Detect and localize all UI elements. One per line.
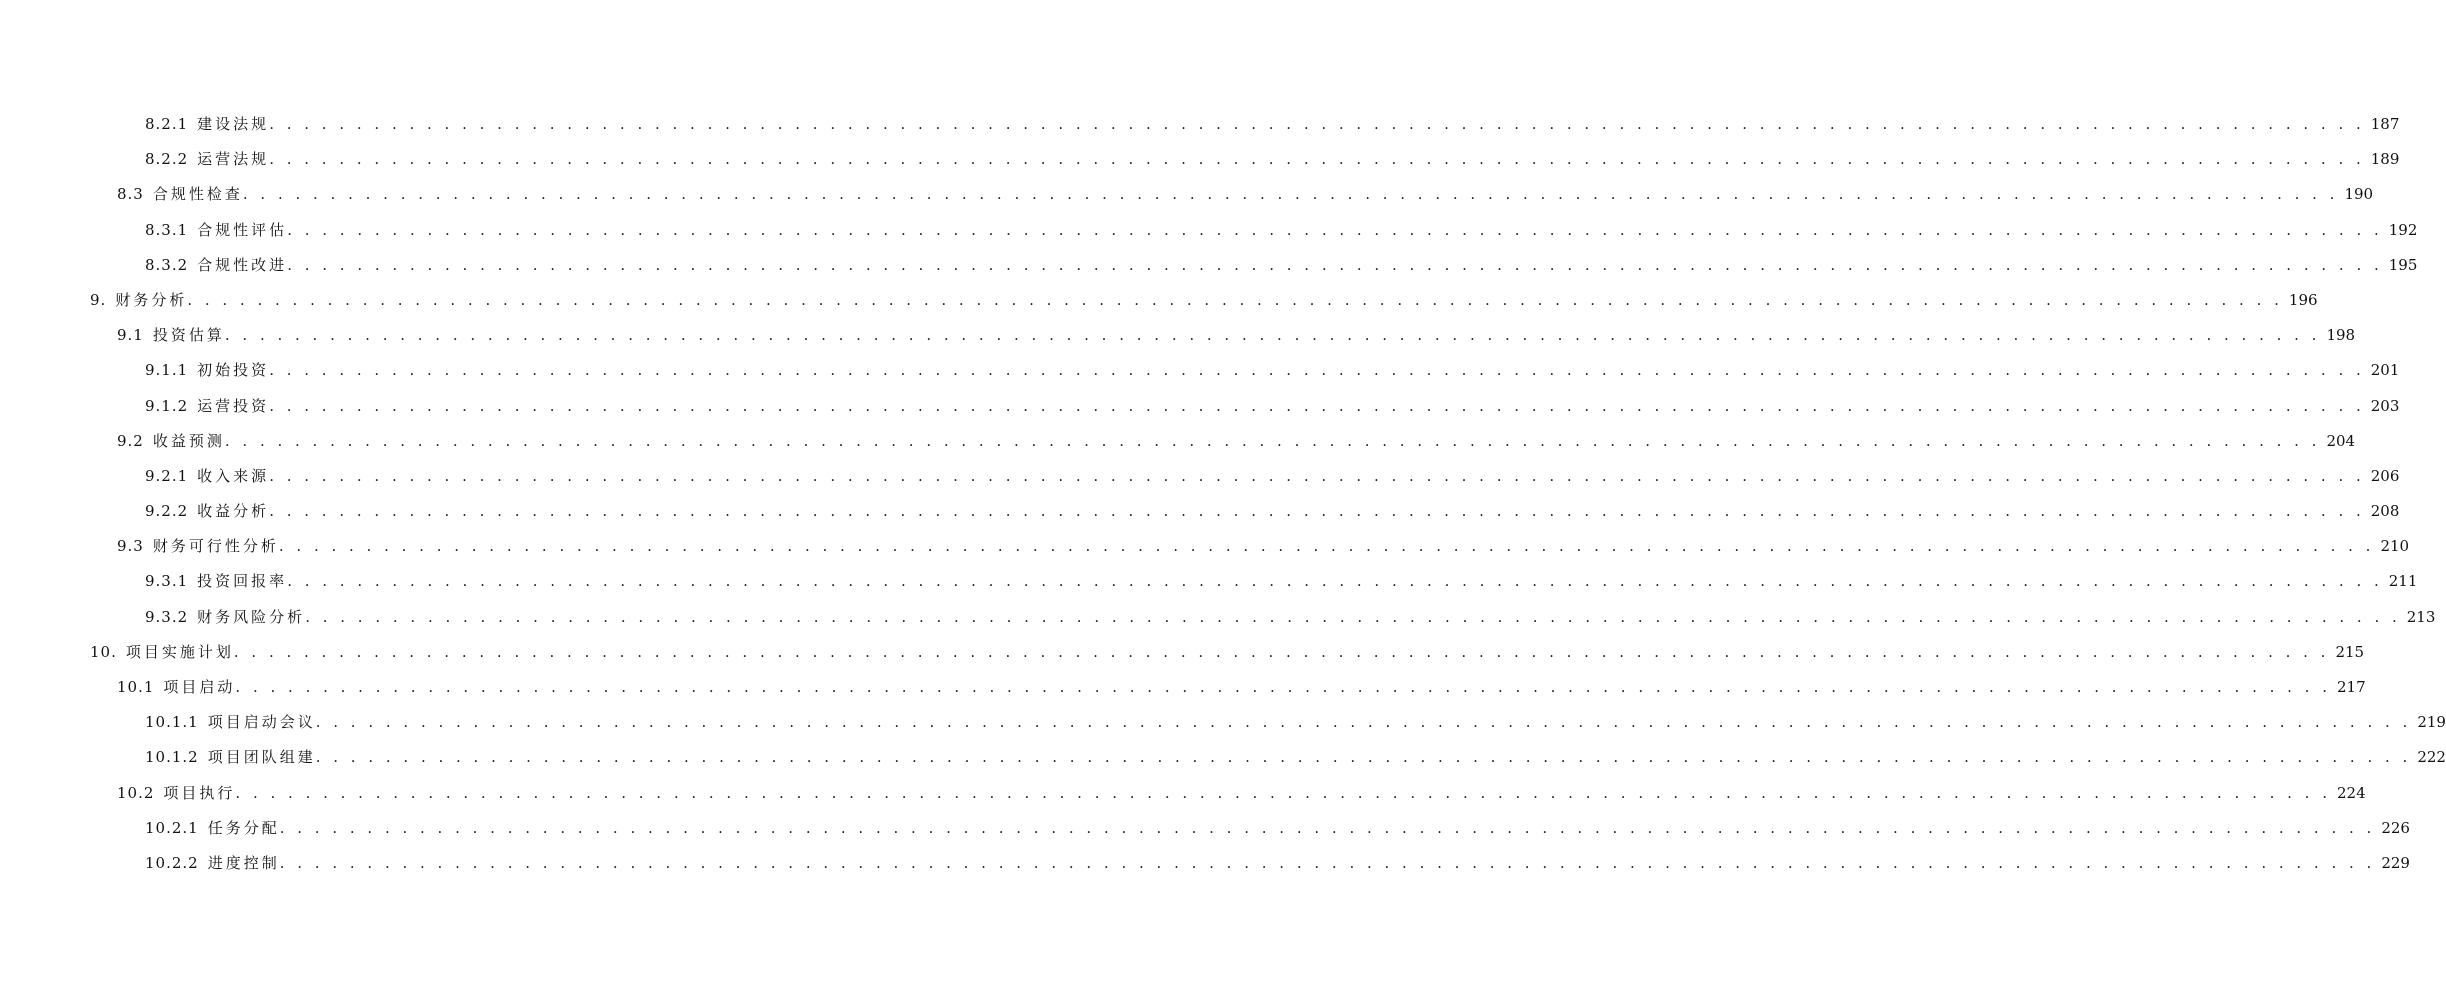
toc-section-number: 9.1.2 (145, 396, 189, 415)
toc-section-title: 项目实施计划 (125, 642, 234, 661)
toc-row (0, 459, 2400, 494)
toc-dot-leader: . . . . . . . . . . . . . . . . . . . . . . . . . . . . . . . . . . . . . . . . . . . . . . . . . . . . . . . . . . . . . . . . . . . . . . . . . . . . . . . . . . . . . . . . . . . . . . . . . . . . . . . . . . . . . . . . . . . . . . . . (315, 748, 2412, 767)
toc-section-number: 10.2.2 (145, 853, 199, 872)
toc-section-title: 财务可行性分析 (152, 537, 279, 556)
toc-section-number: 9. (90, 290, 107, 309)
toc-section-number: 8.3.2 (145, 255, 189, 274)
toc-dot-leader: . . . . . . . . . . . . . . . . . . . . . . . . . . . . . . . . . . . . . . . . . . . . . . . . . . . . . . . . . . . . . . . . . . . . . . . . . . . . . . . . . . . . . . . . . . . . . . . . . . . . . . . . . . . . . . . . . . . . . . . . (278, 537, 2375, 556)
toc-page-number: 210 (2380, 537, 2410, 556)
toc-page-number: 222 (2417, 748, 2446, 767)
toc-row (0, 213, 2418, 248)
toc-entry-link[interactable] (117, 776, 2366, 811)
toc-section-number: 9.3.2 (145, 607, 189, 626)
toc-dot-leader: . . . . . . . . . . . . . . . . . . . . . . . . . . . . . . . . . . . . . . . . . . . . . . . . . . . . . . . . . . . . . . . . . . . . . . . . . . . . . . . . . . . . . . . . . . . . . . . . . . . . . . . . . . . . . . . . . . . . . . . . (224, 326, 2321, 345)
toc-section-number: 8.3.1 (145, 220, 189, 239)
toc-page-number: 187 (2370, 115, 2400, 133)
toc-dot-leader: . . . . . . . . . . . . . . . . . . . . . . . . . . . . . . . . . . . . . . . . . . . . . . . . . . . . . . . . . . . . . . . . . . . . . . . . . . . . . . . . . . . . . . . . . . . . . . . . . . . . . . . . . . . . . . . . . . . . . . . . (242, 185, 2339, 204)
toc-page-number: 203 (2370, 396, 2400, 415)
toc-section-number: 9.3 (117, 537, 144, 556)
toc-entry-link[interactable] (117, 529, 2410, 564)
toc-section-title: 项目执行 (163, 783, 236, 802)
toc-dot-leader: . . . . . . . . . . . . . . . . . . . . . . . . . . . . . . . . . . . . . . . . . . . . . . . . . . . . . . . . . . . . . . . . . . . . . . . . . . . . . . . . . . . . . . . . . . . . . . . . . . . . . . . . . . . . . . . . . . . . . . . . (287, 220, 2383, 239)
toc-section-number: 8.3 (117, 185, 144, 204)
toc-dot-leader: . . . . . . . . . . . . . . . . . . . . . . . . . . . . . . . . . . . . . . . . . . . . . . . . . . . . . . . . . . . . . . . . . . . . . . . . . . . . . . . . . . . . . . . . . . . . . . . . . . . . . . . . . . . . . . . . . . . . . . . . (269, 396, 2365, 415)
toc-section-number: 10.2.1 (145, 818, 199, 837)
toc-entry-link[interactable] (145, 564, 2418, 599)
toc-row (0, 389, 2400, 424)
toc-page-number: 190 (2344, 185, 2374, 204)
toc-row (0, 142, 2400, 177)
toc-entry-link[interactable] (145, 846, 2410, 881)
toc-page-number: 196 (2288, 290, 2318, 309)
toc-page-number: 195 (2388, 255, 2418, 274)
toc-row (0, 353, 2400, 388)
toc-section-title: 收益预测 (152, 431, 225, 450)
toc-entry-link[interactable] (145, 213, 2418, 248)
toc-row (0, 248, 2418, 283)
toc-dot-leader: . . . . . . . . . . . . . . . . . . . . . . . . . . . . . . . . . . . . . . . . . . . . . . . . . . . . . . . . . . . . . . . . . . . . . . . . . . . . . . . . . . . . . . . . . . . . . . . . . . . . . . . . . . . . . . . . . . . . . . . . (269, 150, 2365, 169)
toc-section-number: 9.1.1 (145, 361, 189, 380)
toc-section-title: 项目启动 (163, 678, 236, 696)
toc-page-number: 204 (2326, 431, 2356, 450)
toc-entry-link[interactable] (117, 670, 2366, 705)
toc-section-title: 进度控制 (207, 853, 280, 872)
toc-section-number: 9.1 (117, 326, 144, 345)
toc-section-title: 收益分析 (197, 502, 270, 521)
toc-section-title: 财务风险分析 (197, 607, 306, 626)
toc-section-title: 合规性检查 (152, 185, 243, 204)
toc-page-number: 211 (2388, 572, 2418, 591)
toc-dot-leader: . . . . . . . . . . . . . . . . . . . . . . . . . . . . . . . . . . . . . . . . . . . . . . . . . . . . . . . . . . . . . . . . . . . . . . . . . . . . . . . . . . . . . . . . . . . . . . . . . . . . . . . . . . . . . . . . . . . . . . . . (305, 607, 2401, 626)
toc-page-number: 192 (2388, 220, 2418, 239)
toc-row (0, 283, 2318, 318)
toc-dot-leader: . . . . . . . . . . . . . . . . . . . . . . . . . . . . . . . . . . . . . . . . . . . . . . . . . . . . . . . . . . . . . . . . . . . . . . . . . . . . . . . . . . . . . . . . . . . . . . . . . . . . . . . . . . . . . . . . . . . . . . . . (187, 290, 2283, 309)
toc-entry-link[interactable] (145, 740, 2446, 775)
toc-row (0, 529, 2410, 564)
toc-dot-leader: . . . . . . . . . . . . . . . . . . . . . . . . . . . . . . . . . . . . . . . . . . . . . . . . . . . . . . . . . . . . . . . . . . . . . . . . . . . . . . . . . . . . . . . . . . . . . . . . . . . . . . . . . . . . . . . . . . . . . . . . (235, 783, 2331, 802)
toc-row (0, 107, 2400, 142)
toc-page-number: 224 (2337, 783, 2366, 802)
toc-page-number: 219 (2417, 713, 2446, 732)
toc-dot-leader: . . . . . . . . . . . . . . . . . . . . . . . . . . . . . . . . . . . . . . . . . . . . . . . . . . . . . . . . . . . . . . . . . . . . . . . . . . . . . . . . . . . . . . . . . . . . . . . . . . . . . . . . . . . . . . . . . . . . . . . . (269, 361, 2365, 380)
toc-dot-leader: . . . . . . . . . . . . . . . . . . . . . . . . . . . . . . . . . . . . . . . . . . . . . . . . . . . . . . . . . . . . . . . . . . . . . . . . . . . . . . . . . . . . . . . . . . . . . . . . . . . . . . . . . . . . . . . . . . . . . . . . (287, 572, 2383, 591)
toc-section-title: 初始投资 (197, 361, 270, 380)
toc-page-number: 229 (2381, 853, 2410, 872)
toc-row (0, 564, 2418, 599)
toc-page-number: 206 (2370, 466, 2400, 485)
toc-section-title: 财务分析 (115, 290, 188, 309)
toc-section-number: 8.2.2 (145, 150, 189, 169)
toc-section-title: 建设法规 (197, 115, 270, 133)
toc-entry-link[interactable] (145, 459, 2400, 494)
toc-row (0, 635, 2365, 670)
toc-row (0, 740, 2446, 775)
toc-dot-leader: . . . . . . . . . . . . . . . . . . . . . . . . . . . . . . . . . . . . . . . . . . . . . . . . . . . . . . . . . . . . . . . . . . . . . . . . . . . . . . . . . . . . . . . . . . . . . . . . . . . . . . . . . . . . . . . . . . . . . . . . (287, 255, 2383, 274)
toc-row (0, 705, 2446, 740)
toc-entry-link[interactable] (145, 142, 2400, 177)
toc-row (0, 846, 2410, 881)
toc-section-number: 10.2 (117, 783, 155, 802)
toc-entry-link[interactable] (90, 635, 2365, 670)
toc-entry-link[interactable] (145, 107, 2400, 142)
toc-page-number: 198 (2326, 326, 2356, 345)
toc-section-title: 投资回报率 (197, 572, 288, 591)
toc-dot-leader: . . . . . . . . . . . . . . . . . . . . . . . . . . . . . . . . . . . . . . . . . . . . . . . . . . . . . . . . . . . . . . . . . . . . . . . . . . . . . . . . . . . . . . . . . . . . . . . . . . . . . . . . . . . . . . . . . . . . . . . . (269, 466, 2365, 485)
toc-section-number: 10.1 (117, 678, 155, 696)
toc-section-title: 项目启动会议 (207, 713, 316, 732)
toc-dot-leader: . . . . . . . . . . . . . . . . . . . . . . . . . . . . . . . . . . . . . . . . . . . . . . . . . . . . . . . . . . . . . . . . . . . . . . . . . . . . . . . . . . . . . . . . . . . . . . . . . . . . . . . . . . . . . . . . . . . . . . . . (279, 853, 2376, 872)
toc-row (0, 177, 2374, 212)
table-of-contents (0, 107, 2446, 881)
toc-page-number: 208 (2370, 502, 2400, 521)
toc-section-number: 9.2 (117, 431, 144, 450)
toc-dot-leader: . . . . . . . . . . . . . . . . . . . . . . . . . . . . . . . . . . . . . . . . . . . . . . . . . . . . . . . . . . . . . . . . . . . . . . . . . . . . . . . . . . . . . . . . . . . . . . . . . . . . . . . . . . . . . . . . . . . . . . . . (224, 431, 2321, 450)
toc-page-number: 189 (2370, 150, 2400, 169)
toc-section-number: 9.2.1 (145, 466, 189, 485)
toc-row (0, 494, 2400, 529)
toc-row (0, 600, 2436, 635)
toc-entry-link[interactable] (145, 494, 2400, 529)
toc-section-title: 收入来源 (197, 466, 270, 485)
toc-page-number: 213 (2406, 607, 2436, 626)
toc-row (0, 424, 2356, 459)
toc-dot-leader: . . . . . . . . . . . . . . . . . . . . . . . . . . . . . . . . . . . . . . . . . . . . . . . . . . . . . . . . . . . . . . . . . . . . . . . . . . . . . . . . . . . . . . . . . . . . . . . . . . . . . . . . . . . . . . . . . . . . . . . . (235, 678, 2331, 696)
toc-entry-link[interactable] (145, 705, 2446, 740)
toc-dot-leader: . . . . . . . . . . . . . . . . . . . . . . . . . . . . . . . . . . . . . . . . . . . . . . . . . . . . . . . . . . . . . . . . . . . . . . . . . . . . . . . . . . . . . . . . . . . . . . . . . . . . . . . . . . . . . . . . . . . . . . . . (233, 642, 2330, 661)
toc-row (0, 318, 2356, 353)
toc-section-title: 合规性评估 (197, 220, 288, 239)
toc-entry-link[interactable] (145, 248, 2418, 283)
toc-page-number: 201 (2370, 361, 2400, 380)
toc-page-number: 217 (2337, 678, 2366, 696)
toc-entry-link[interactable] (145, 353, 2400, 388)
toc-row (0, 811, 2410, 846)
toc-entry-link[interactable] (145, 600, 2436, 635)
toc-row (0, 776, 2366, 811)
toc-section-number: 10. (90, 642, 117, 661)
toc-section-title: 投资估算 (152, 326, 225, 345)
toc-entry-link[interactable] (117, 424, 2356, 459)
toc-section-title: 运营投资 (197, 396, 270, 415)
toc-entry-link[interactable] (117, 318, 2356, 353)
toc-section-title: 项目团队组建 (207, 748, 316, 767)
toc-dot-leader: . . . . . . . . . . . . . . . . . . . . . . . . . . . . . . . . . . . . . . . . . . . . . . . . . . . . . . . . . . . . . . . . . . . . . . . . . . . . . . . . . . . . . . . . . . . . . . . . . . . . . . . . . . . . . . . . . . . . . . . . (269, 502, 2365, 521)
toc-dot-leader: . . . . . . . . . . . . . . . . . . . . . . . . . . . . . . . . . . . . . . . . . . . . . . . . . . . . . . . . . . . . . . . . . . . . . . . . . . . . . . . . . . . . . . . . . . . . . . . . . . . . . . . . . . . . . . . . . . . . . . . . (279, 818, 2376, 837)
toc-page-number: 226 (2381, 818, 2410, 837)
toc-section-number: 10.1.1 (145, 713, 199, 732)
toc-entry-link[interactable] (145, 389, 2400, 424)
toc-entry-link[interactable] (117, 177, 2374, 212)
toc-section-number: 9.3.1 (145, 572, 189, 591)
toc-row (0, 670, 2366, 705)
toc-entry-link[interactable] (145, 811, 2410, 846)
toc-section-number: 10.1.2 (145, 748, 199, 767)
toc-section-title: 合规性改进 (197, 255, 288, 274)
toc-section-title: 任务分配 (207, 818, 280, 837)
toc-dot-leader: . . . . . . . . . . . . . . . . . . . . . . . . . . . . . . . . . . . . . . . . . . . . . . . . . . . . . . . . . . . . . . . . . . . . . . . . . . . . . . . . . . . . . . . . . . . . . . . . . . . . . . . . . . . . . . . . . . . . . . . . (269, 115, 2365, 133)
toc-section-number: 8.2.1 (145, 115, 189, 133)
toc-dot-leader: . . . . . . . . . . . . . . . . . . . . . . . . . . . . . . . . . . . . . . . . . . . . . . . . . . . . . . . . . . . . . . . . . . . . . . . . . . . . . . . . . . . . . . . . . . . . . . . . . . . . . . . . . . . . . . . . . . . . . . . . (315, 713, 2412, 732)
toc-section-number: 9.2.2 (145, 502, 189, 521)
toc-entry-link[interactable] (90, 283, 2318, 318)
toc-section-title: 运营法规 (197, 150, 270, 169)
toc-page-number: 215 (2335, 642, 2365, 661)
